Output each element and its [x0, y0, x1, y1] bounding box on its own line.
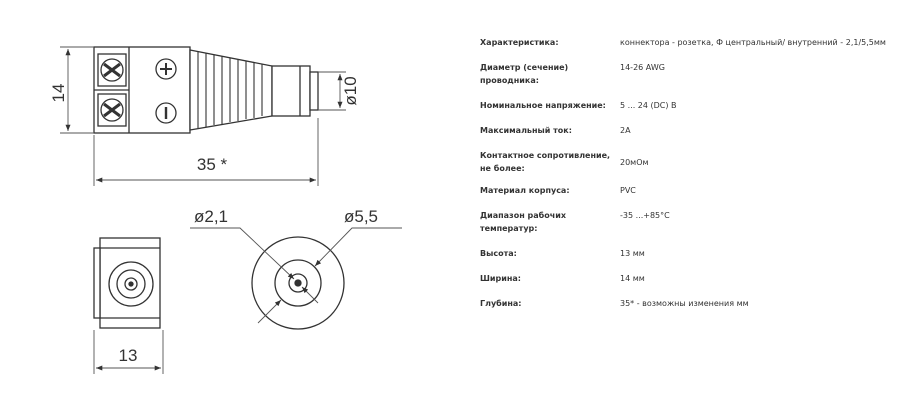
side-view [94, 47, 318, 133]
spec-row [480, 99, 890, 124]
spec-value: -35 ...+85°С [620, 211, 670, 220]
outer-diameter-label: ø5,5 [344, 207, 379, 226]
spec-value: PVC [620, 186, 636, 195]
spec-key: Характеристика: [480, 38, 559, 47]
spec-key: Ширина: [480, 274, 521, 283]
spec-row [480, 149, 890, 184]
spec-key: Высота: [480, 249, 517, 258]
spec-table [480, 36, 890, 322]
plug-diameter-label: ø10 [341, 76, 360, 106]
length-dimension-label: 35 * [196, 155, 228, 174]
spec-row [480, 209, 890, 247]
inner-diameter-label: ø2,1 [194, 207, 229, 226]
spec-key: Контактное сопротивление, не более: [480, 151, 611, 173]
spec-value: 14 мм [620, 274, 645, 283]
spec-row [480, 247, 890, 272]
spec-key: Материал корпуса: [480, 186, 570, 195]
width-dimension-label: 13 [118, 346, 138, 365]
spec-value: 13 мм [620, 249, 645, 258]
front-view [94, 238, 160, 328]
spec-row [480, 61, 890, 99]
clamp-screw-icon [98, 94, 126, 126]
spec-value: 2А [620, 126, 631, 135]
spec-row [480, 36, 890, 61]
clamp-screw-icon [98, 54, 126, 86]
height-dimension-label: 14 [49, 83, 68, 103]
spec-key: Глубина: [480, 299, 522, 308]
spec-value: 20мОм [620, 158, 649, 167]
spec-value: 35* - возможны изменения мм [620, 299, 749, 308]
spec-row [480, 297, 890, 322]
spec-row [480, 184, 890, 209]
spec-value: коннектора - розетка, Ф центральный/ внутренний - 2,1/5,5мм [620, 38, 886, 47]
spec-key: Диаметр (сечение) проводника: [480, 63, 569, 85]
spec-key: Максимальный ток: [480, 126, 572, 135]
spec-value: 14-26 AWG [620, 63, 665, 72]
spec-value: 5 ... 24 (DC) В [620, 101, 677, 110]
spec-row [480, 124, 890, 149]
spec-key: Номинальное напряжение: [480, 101, 606, 110]
spec-row [480, 272, 890, 297]
spec-key: Диапазон рабочих температур: [480, 211, 566, 233]
